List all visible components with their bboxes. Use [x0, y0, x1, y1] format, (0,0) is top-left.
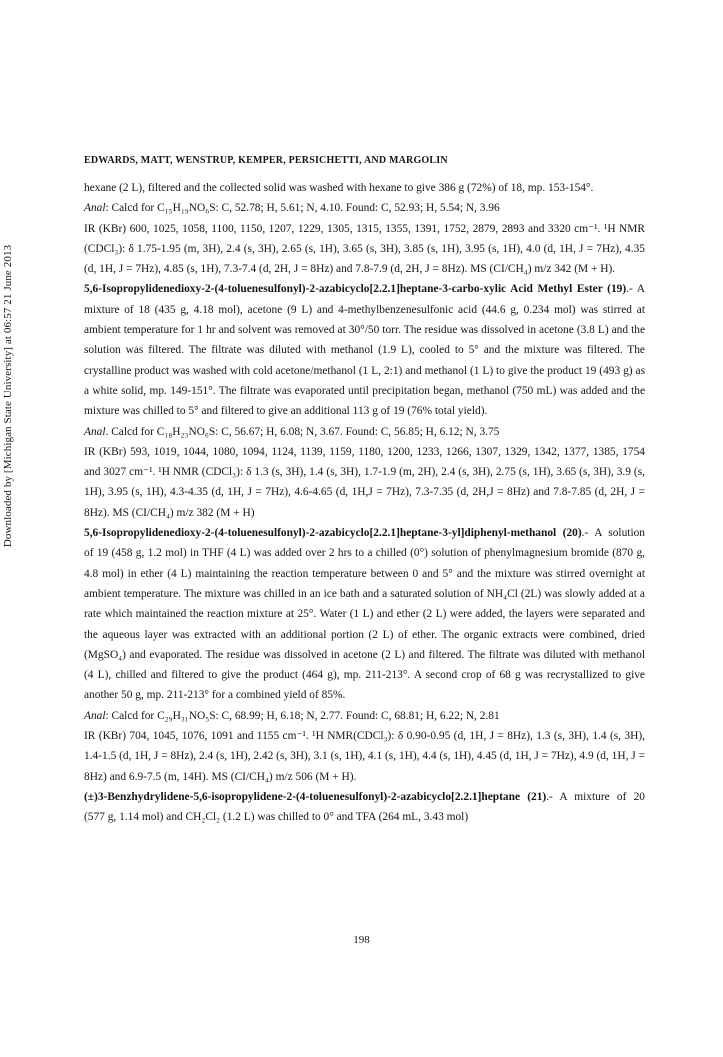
procedure-text: .- A mixture of 20 (577 g, 1.14 mol) and CH₂Cl₂ (1.2 L) was chilled to 0° and TFA (264 mL, 3.43 mol): [84, 790, 645, 824]
procedure-21: [84, 787, 645, 828]
procedure-19: [84, 279, 645, 421]
procedure-text: .- A solution of 19 (458 g, 1.2 mol) in THF (4 L) was added over 2 hrs to a chilled (0°) solution of phenylmagnesium bromide (870 g, 4.8 mol) in ether (4 L) maintaining the reaction temperature between 0 and 5° and the mixture was stirred overnight at ambient temperature. The mixture was chilled in an ice bath and a saturated solution of NH₄Cl (2L) was slowly added at a rate which maintained the reaction mixture at 25°. Water (1 L) and ether (2 L) were added, the layers were separated and the aqueous layer was extracted with an additional portion (2 L) of ether. The organic extracts were combined, dried (MgSO₄) and evaporated. The residue was dissolved in acetone (2 L) and filtered. The filtrate was diluted with methanol (4 L), chilled and filtered to give the product (464 g), mp. 211-213°. A second crop of 68 g was recrystallized to give another 50 g, mp. 211-213° for a combined yield of 85%.: [84, 527, 645, 702]
analysis-text: : Calcd for C₁₅H₁₉NO₆S: C, 52.78; H, 5.61; N, 4.10. Found: C, 52.93; H, 5.54; N, 3.96: [105, 202, 500, 215]
analysis-line: [84, 706, 645, 726]
compound-title: 5,6-Isopropylidenedioxy-2-(4-toluenesulfonyl)-2-azabicyclo[2.2.1]heptane-3-yl]diphenyl-methanol (20): [84, 527, 582, 540]
procedure-20: [84, 523, 645, 706]
anal-label: Anal: [84, 709, 106, 722]
download-note: Downloaded by [Michigan State University] at 06:57 21 June 2013: [2, 244, 14, 548]
procedure-text: .- A mixture of 18 (435 g, 4.18 mol), acetone (9 L) and 4-methylbenzenesulfonic acid (44.6 g, 0.234 mol) was stirred at ambient temperature for 1 hr and solvent was removed at 30°/50 torr. The residue was dissolved in acetone (3.8 L) and the solution was filtered. The filtrate was diluted with methanol (1.9 L), cooled to 5° and the mixture was filtered. The crystalline product was washed with cold acetone/methanol (1 L, 2:1) and methanol (1 L) to give the product 19 (493 g) as a white solid, mp. 149-151°. The filtrate was evaporated until precipitation began, methanol (750 mL) was added and the mixture was chilled to 5° and filtered to give an additional 113 g of 19 (76% total yield).: [84, 283, 645, 418]
analysis-line: [84, 422, 645, 442]
analysis-text: . Calcd for C₁₈H₂₃NO₆S: C, 56.67; H, 6.08; N, 3.67. Found: C, 56.85; H, 6.12; N, 3.75: [105, 425, 500, 438]
page-number: 198: [353, 934, 370, 946]
ir-nmr-data: IR (KBr) 600, 1025, 1058, 1100, 1150, 1207, 1229, 1305, 1315, 1355, 1391, 1752, 2879, 2893 and 3320 cm⁻¹. ¹H NMR (CDCl₃): δ 1.75-1.95 (m, 3H), 2.4 (s, 3H), 2.65 (s, 1H), 3.65 (s, 3H), 3.85 (s, 1H), 3.95 (s, 1H), 4.0 (d, 1H, J = 7Hz), 4.35 (d, 1H, J = 7Hz), 4.85 (s, 1H), 7.3-7.4 (d, 2H, J = 8Hz) and 7.8-7.9 (d, 2H, J = 8Hz). MS (CI/CH₄) m/z 342 (M + H).: [84, 222, 645, 276]
article-body: [84, 178, 645, 828]
compound-title: (±)3-Benzhydrylidene-5,6-isopropylidene-2-(4-toluenesulfonyl)-2-azabicyclo[2.2.1]heptane (21): [84, 790, 547, 803]
anal-label: Anal: [84, 425, 106, 438]
ir-nmr-data: IR (KBr) 704, 1045, 1076, 1091 and 1155 cm⁻¹. ¹H NMR(CDCl₃): δ 0.90-0.95 (d, 1H, J = 8Hz), 1.3 (s, 3H), 1.4 (s, 3H), 1.4-1.5 (d, 1H, J = 8Hz), 2.4 (s, 1H), 2.42 (s, 3H), 3.1 (s, 1H), 4.1 (s, 1H), 4.4 (s, 1H), 4.45 (d, 1H, J = 7Hz), 4.9 (d, 1H, J = 8Hz) and 6.9-7.5 (m, 14H). MS (CI/CH₄) m/z 506 (M + H).: [84, 730, 645, 783]
running-header: EDWARDS, MATT, WENSTRUP, KEMPER, PERSICHETTI, AND MARGOLIN: [84, 155, 448, 166]
ir-nmr-data: IR (KBr) 593, 1019, 1044, 1080, 1094, 1124, 1139, 1159, 1180, 1200, 1233, 1266, 1307, 1329, 1342, 1377, 1385, 1754 and 3027 cm⁻¹. ¹H NMR (CDCl₃): δ 1.3 (s, 3H), 1.4 (s, 3H), 1.7-1.9 (m, 2H), 2.4 (s, 3H), 2.75 (s, 1H), 3.65 (s, 3H), 3.9 (s, 1H), 3.95 (s, 1H), 4.3-4.35 (d, 1H, J = 7Hz), 4.6-4.65 (d, 1H,J = 7Hz), 7.3-7.35 (d, 2H,J = 8Hz) and 7.8-7.85 (d, 2H, J = 8Hz). MS (CI/CH₄) m/z 382 (M + H): [84, 445, 645, 519]
paragraph: hexane (2 L), filtered and the collected solid was washed with hexane to give 386 g (72%) of 18, mp. 153-154°.: [84, 182, 594, 194]
anal-label: Anal: [84, 202, 106, 215]
compound-title: 5,6-Isopropylidenedioxy-2-(4-toluenesulfonyl)-2-azabicyclo[2.2.1]heptane-3-carbo-xylic Acid Methyl Ester (19): [84, 283, 627, 296]
analysis-text: : Calcd for C₂₉H₃₁NO₅S: C, 68.99; H, 6.18; N, 2.77. Found: C, 68.81; H, 6.22; N, 2.81: [105, 709, 500, 722]
download-watermark: [0, 150, 20, 650]
analysis-line: [84, 198, 645, 218]
